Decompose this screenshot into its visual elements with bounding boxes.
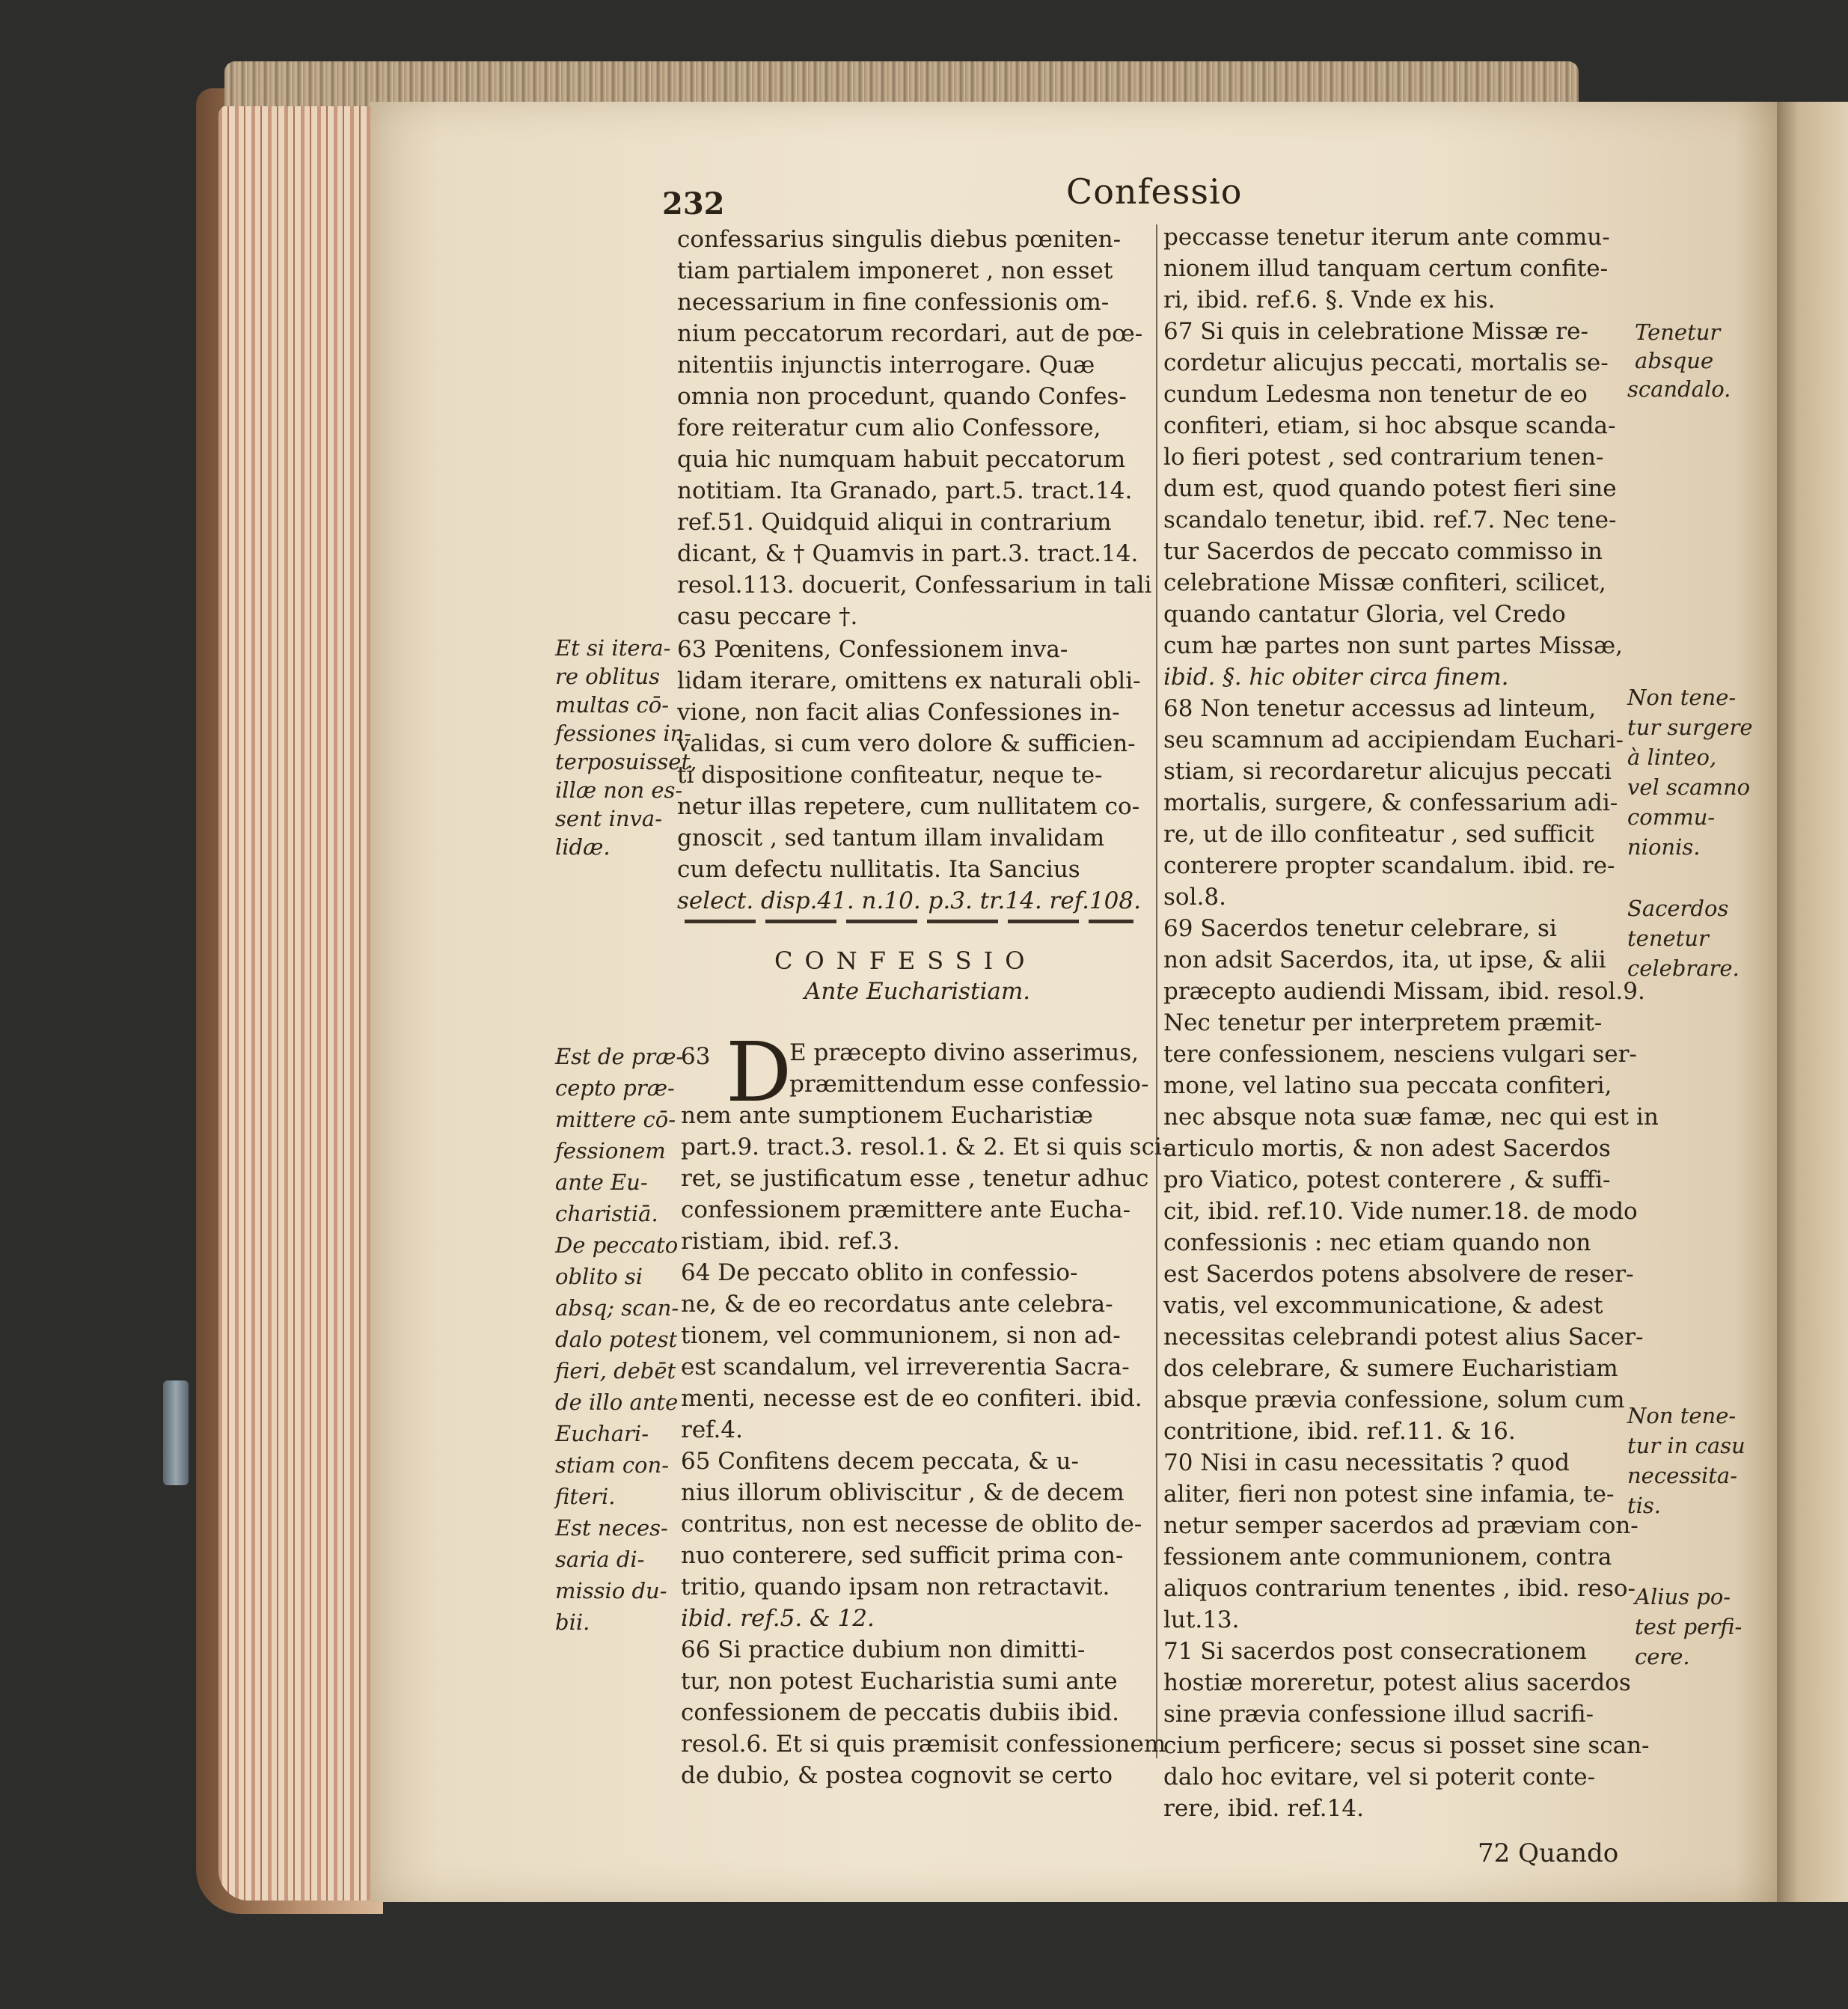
text-line: hostiæ moreretur, potest alius sacerdos <box>1163 1669 1631 1696</box>
text-line: stiam, si recordaretur alicujus peccati <box>1163 758 1612 785</box>
text-line: ret, se justificatum esse , tenetur adhuc <box>681 1165 1149 1192</box>
margin-note: Non tene- <box>1627 685 1737 710</box>
text-line: peccasse tenetur iterum ante commu- <box>1163 224 1610 251</box>
text-line: fore reiteratur cum alio Confessore, <box>677 415 1101 441</box>
margin-note: commu- <box>1627 804 1716 830</box>
text-line: tionem, vel communionem, si non ad- <box>681 1322 1121 1349</box>
text-line: lo fieri potest , sed contrarium tenen- <box>1163 444 1604 471</box>
text-line: netur illas repetere, cum nullitatem co- <box>677 793 1140 820</box>
text-line: est scandalum, vel irreverentia Sacra- <box>681 1354 1130 1380</box>
text-line: 67 Si quis in celebratione Missæ re- <box>1163 318 1588 345</box>
text-line: scandalo tenetur, ibid. ref.7. Nec tene- <box>1163 507 1617 533</box>
text-line: casu peccare †. <box>677 603 858 630</box>
text-line: ref.4. <box>681 1416 743 1443</box>
text-line: cit, ibid. ref.10. Vide numer.18. de modo <box>1163 1198 1638 1225</box>
text-line: articulo mortis, & non adest Sacerdos <box>1163 1135 1611 1162</box>
margin-note: test perfi- <box>1635 1614 1743 1639</box>
margin-note: Sacerdos <box>1627 896 1729 921</box>
text-line: tritio, quando ipsam non retractavit. <box>681 1574 1110 1600</box>
margin-note: fieri, debēt <box>555 1358 676 1383</box>
text-line: sol.8. <box>1163 884 1226 911</box>
text-line: cordetur alicujus peccati, mortalis se- <box>1163 349 1609 376</box>
text-line: re, ut de illo confiteatur , sed sufficit <box>1163 821 1594 848</box>
text-line: tur, non potest Eucharistia sumi ante <box>681 1668 1118 1695</box>
margin-note: tenetur <box>1627 926 1709 951</box>
text-line: 69 Sacerdos tenetur celebrare, si <box>1163 915 1557 942</box>
text-line: confiteri, etiam, si hoc absque scanda- <box>1163 412 1616 439</box>
text-line: omnia non procedunt, quando Confes- <box>677 383 1127 410</box>
text-line: E præcepto divino asserimus, <box>789 1039 1139 1066</box>
facing-page-edge <box>1777 102 1848 1902</box>
text-line: nionem illud tanquam certum confite- <box>1163 255 1609 282</box>
page-number: 232 <box>662 186 725 221</box>
drop-cap: D <box>726 1024 792 1120</box>
text-line: quando cantatur Gloria, vel Credo <box>1163 601 1566 628</box>
section-title: CONFESSIO <box>774 947 1037 975</box>
text-line: lut.13. <box>1163 1606 1240 1633</box>
text-line: nec absque nota suæ famæ, nec qui est in <box>1163 1104 1659 1131</box>
text-line: aliter, fieri non potest sine infamia, te- <box>1163 1481 1615 1508</box>
margin-note: stiam con- <box>555 1452 669 1478</box>
text-line: netur semper sacerdos ad præviam con- <box>1163 1512 1639 1539</box>
margin-note: Alius po- <box>1635 1584 1731 1609</box>
page-edges <box>218 105 391 1901</box>
margin-note: celebrare. <box>1627 955 1740 981</box>
text-line: dum est, quod quando potest fieri sine <box>1163 475 1617 502</box>
text-line: nem ante sumptionem Eucharistiæ <box>681 1102 1093 1129</box>
text-line: 64 De peccato oblito in confessio- <box>681 1259 1078 1286</box>
margin-note: absque <box>1635 348 1714 373</box>
text-line: absque prævia confessione, solum cum <box>1163 1386 1625 1413</box>
text-line: ref.51. Quidquid aliqui in contrarium <box>677 509 1112 536</box>
text-line: mone, vel latino sua peccata confiteri, <box>1163 1072 1612 1099</box>
margin-note: re oblitus <box>555 664 661 689</box>
text-line: non adsit Sacerdos, ita, ut ipse, & alii <box>1163 947 1606 973</box>
margin-note: tur in casu <box>1627 1433 1745 1458</box>
text-line: resol.6. Et si quis præmisit confessionem <box>681 1731 1166 1758</box>
text-line: celebratione Missæ confiteri, scilicet, <box>1163 569 1606 596</box>
margin-note: Tenetur <box>1635 319 1721 345</box>
text-line: rere, ibid. ref.14. <box>1163 1795 1364 1822</box>
text-line: 71 Si sacerdos post consecrationem <box>1163 1638 1587 1665</box>
margin-note: necessita- <box>1627 1463 1738 1488</box>
text-line: notitiam. Ita Granado, part.5. tract.14. <box>677 477 1133 504</box>
text-line: est Sacerdos potens absolvere de reser- <box>1163 1261 1634 1288</box>
margin-note: cere. <box>1635 1644 1690 1669</box>
text-line: pro Viatico, potest conterere , & suffi- <box>1163 1166 1611 1193</box>
text-line: conterere propter scandalum. ibid. re- <box>1163 852 1615 879</box>
section-rule <box>685 920 1133 923</box>
catchword: 72 Quando <box>1478 1838 1619 1868</box>
text-line: ristiam, ibid. ref.3. <box>681 1228 900 1255</box>
margin-note: vel scamno <box>1627 774 1751 800</box>
text-line: lidam iterare, omittens ex naturali obli- <box>677 667 1141 694</box>
text-line: tiam partialem imponeret , non esset <box>677 257 1113 284</box>
margin-note: ante Eu- <box>555 1169 648 1195</box>
margin-note: fessiones in- <box>555 721 692 746</box>
text-line: vione, non facit alias Confessiones in- <box>677 699 1120 726</box>
text-line: 68 Non tenetur accessus ad linteum, <box>1163 695 1597 722</box>
text-line: mortalis, surgere, & confessarium adi- <box>1163 789 1618 816</box>
margin-note: saria di- <box>555 1547 645 1572</box>
margin-note: missio du- <box>555 1578 667 1603</box>
margin-note: multas cō- <box>555 692 669 718</box>
text-line: cundum Ledesma non tenetur de eo <box>1163 381 1588 408</box>
margin-note: absq; scan- <box>555 1295 679 1321</box>
margin-note: de illo ante <box>555 1389 679 1415</box>
text-line: tur Sacerdos de peccato commisso in <box>1163 538 1603 565</box>
text-line: cum defectu nullitatis. Ita Sancius <box>677 856 1080 883</box>
text-line: fessionem ante communionem, contra <box>1163 1544 1612 1571</box>
section-subtitle: Ante Eucharistiam. <box>804 978 1031 1005</box>
text-line: quia hic numquam habuit peccatorum <box>677 446 1126 473</box>
text-line: 65 Confitens decem peccata, & u- <box>681 1448 1079 1475</box>
text-line: necessarium in fine confessionis om- <box>677 289 1110 316</box>
text-line: necessitas celebrandi potest alius Sacer- <box>1163 1324 1644 1351</box>
text-line: part.9. tract.3. resol.1. & 2. Et si quis sci- <box>681 1134 1170 1161</box>
text-line: dicant, & † Quamvis in part.3. tract.14. <box>677 540 1139 567</box>
margin-note: nionis. <box>1627 834 1701 860</box>
text-line: confessionem præmittere ante Eucha- <box>681 1196 1131 1223</box>
text-line: vatis, vel excommunicatione, & adest <box>1163 1292 1603 1319</box>
clasp <box>163 1380 189 1485</box>
text-line: dos celebrare, & sumere Eucharistiam <box>1163 1355 1618 1382</box>
text-line: gnoscit , sed tantum illam invalidam <box>677 825 1105 851</box>
text-line: aliquos contrarium tenentes , ibid. reso- <box>1163 1575 1636 1602</box>
text-line: ri, ibid. ref.6. §. Vnde ex his. <box>1163 287 1496 314</box>
margin-note: dalo potest <box>555 1327 678 1352</box>
text-line: confessionem de peccatis dubiis ibid. <box>681 1699 1119 1726</box>
book-top-edge <box>224 61 1579 106</box>
margin-note: cepto præ- <box>555 1075 675 1101</box>
text-line: confessionis : nec etiam quando non <box>1163 1229 1591 1256</box>
text-line: nitentiis injunctis interrogare. Quæ <box>677 352 1095 379</box>
text-line: ibid. ref.5. & 12. <box>681 1605 875 1632</box>
paragraph-number: 63 <box>681 1043 711 1070</box>
margin-note: Est de præ- <box>555 1044 684 1069</box>
column-rule <box>1156 224 1157 1758</box>
margin-note: à linteo, <box>1627 744 1717 770</box>
text-line: menti, necesse est de eo confiteri. ibid. <box>681 1385 1142 1412</box>
text-line: præmittendum esse confessio- <box>789 1071 1149 1098</box>
text-line: select. disp.41. n.10. p.3. tr.14. ref.108. <box>677 887 1141 914</box>
margin-note: Et si itera- <box>555 635 671 661</box>
margin-note: terposuisset, <box>555 749 697 774</box>
text-line: validas, si cum vero dolore & sufficien- <box>677 730 1136 757</box>
text-line: contritione, ibid. ref.11. & 16. <box>1163 1418 1516 1445</box>
text-line: cum hæ partes non sunt partes Missæ, <box>1163 632 1624 659</box>
text-line: præcepto audiendi Missam, ibid. resol.9. <box>1163 978 1645 1005</box>
margin-note: mittere cō- <box>555 1107 676 1132</box>
text-line: de dubio, & postea cognovit se certo <box>681 1762 1113 1789</box>
margin-note: sent inva- <box>555 806 663 831</box>
text-line: ti dispositione confiteatur, neque te- <box>677 762 1103 789</box>
text-line: ibid. §. hic obiter circa finem. <box>1163 664 1509 691</box>
margin-note: fiteri. <box>555 1484 616 1509</box>
text-line: cium perficere; secus si posset sine scan- <box>1163 1732 1650 1759</box>
margin-note: De peccato <box>555 1232 679 1258</box>
text-line: 70 Nisi in casu necessitatis ? quod <box>1163 1449 1570 1476</box>
margin-note: illæ non es- <box>555 777 683 803</box>
margin-note: tur surgere <box>1627 715 1753 740</box>
text-line: Nec tenetur per interpretem præmit- <box>1163 1009 1603 1036</box>
margin-note: tis. <box>1627 1493 1662 1518</box>
margin-note: fessionem <box>555 1138 666 1163</box>
text-line: contritus, non est necesse de oblito de- <box>681 1511 1142 1538</box>
text-line: tere confessionem, nesciens vulgari ser- <box>1163 1041 1637 1068</box>
margin-note: Est neces- <box>555 1515 668 1541</box>
margin-note: oblito si <box>555 1264 643 1289</box>
margin-note: charistiā. <box>555 1201 658 1226</box>
text-line: seu scamnum ad accipiendam Euchari- <box>1163 727 1624 753</box>
text-line: resol.113. docuerit, Confessarium in tali <box>677 572 1152 599</box>
text-line: dalo hoc evitare, vel si poterit conte- <box>1163 1764 1596 1791</box>
text-line: 66 Si practice dubium non dimitti- <box>681 1636 1086 1663</box>
text-line: ne, & de eo recordatus ante celebra- <box>681 1291 1113 1318</box>
margin-note: scandalo. <box>1627 376 1731 402</box>
text-line: nuo conterere, sed sufficit prima con- <box>681 1542 1124 1569</box>
running-title: Confessio <box>1066 171 1243 212</box>
margin-note: bii. <box>555 1609 590 1635</box>
margin-note: lidæ. <box>555 834 611 860</box>
text-line: 63 Pœnitens, Confessionem inva- <box>677 636 1068 663</box>
text-line: nius illorum obliviscitur , & de decem <box>681 1479 1125 1506</box>
margin-note: Non tene- <box>1627 1403 1737 1428</box>
text-line: nium peccatorum recordari, aut de pœ- <box>677 320 1143 347</box>
text-line: confessarius singulis diebus pœniten- <box>677 226 1122 253</box>
text-line: sine prævia confessione illud sacrifi- <box>1163 1701 1594 1728</box>
margin-note: Euchari- <box>555 1421 649 1446</box>
